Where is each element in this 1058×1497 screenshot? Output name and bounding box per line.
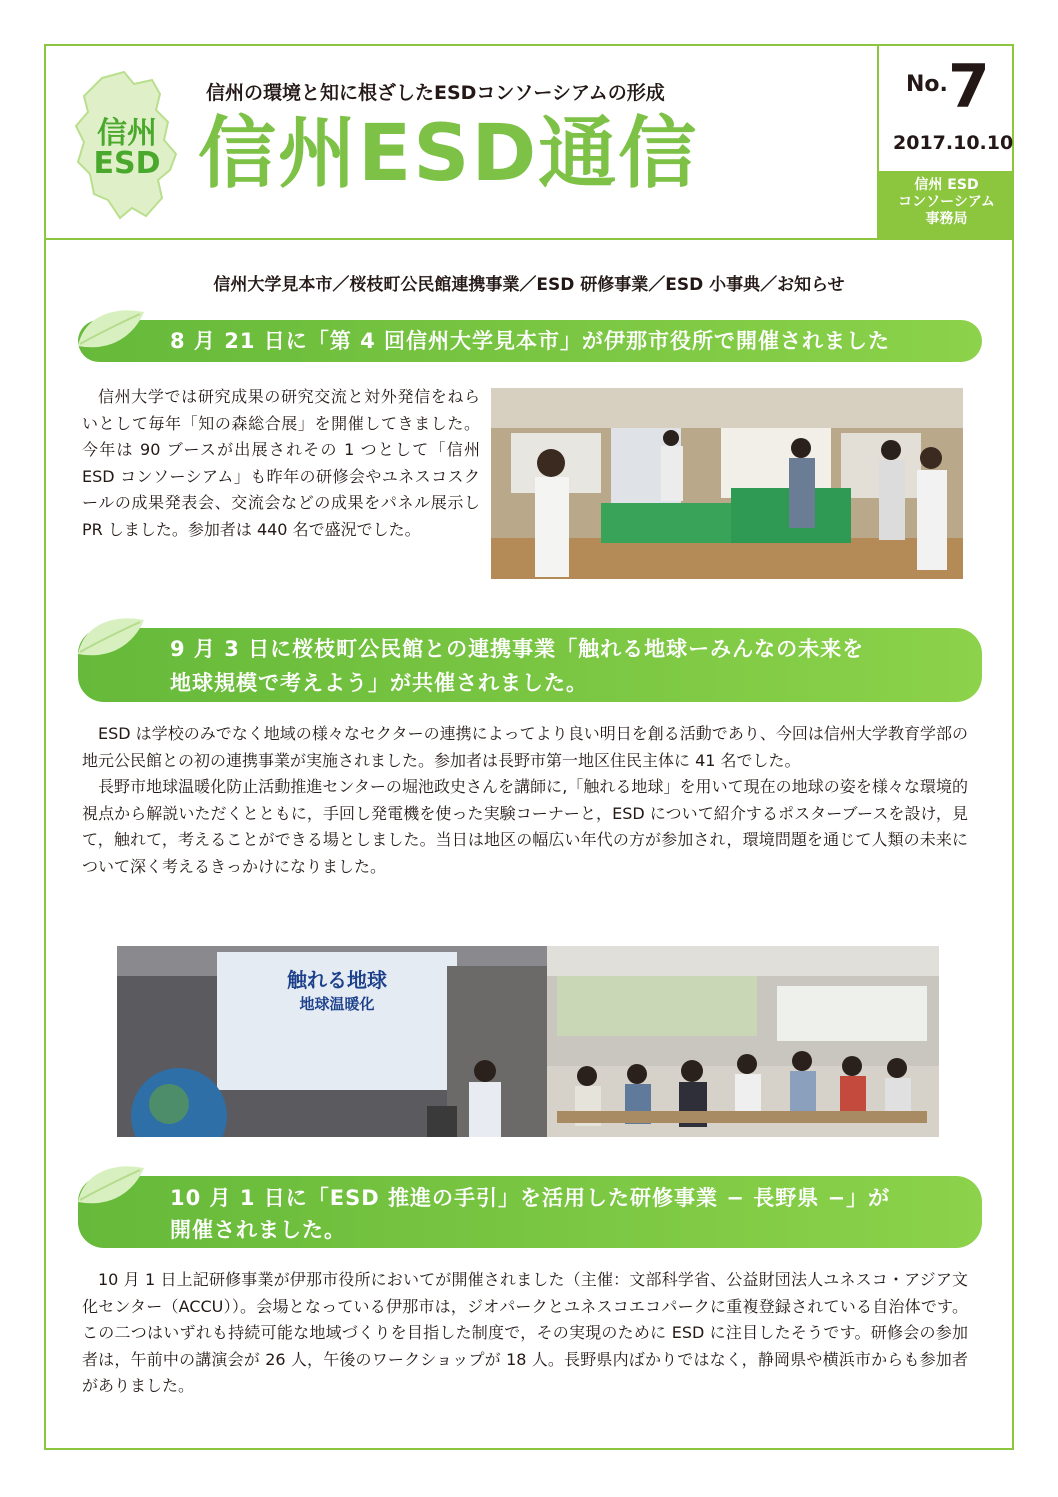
section-2-paragraph-1: ESD は学校のみでなく地域の様々なセクターの連携によってより良い明日を創る活動であり、今回は信州大学教育学部の地元公民館との初の連携事業が実施されました。参加者は長野市第一地区住民主体に 41 名でした。 — [82, 724, 968, 770]
publisher-line: 信州 ESD — [914, 177, 979, 193]
section-3-banner — [78, 1176, 982, 1248]
section-2-heading-line2: 地球規模で考えよう」が共催されました。 — [170, 671, 588, 695]
header-divider — [44, 238, 1014, 240]
leaf-icon — [74, 614, 146, 662]
leaf-icon — [74, 306, 146, 354]
screen-text-2: 地球温暖化 — [299, 995, 375, 1013]
issue-label: No. — [906, 72, 948, 97]
section-3-text — [82, 1267, 968, 1400]
publisher-badge — [879, 171, 1014, 238]
section-1-banner — [78, 320, 982, 362]
logo-text-esd: ESD — [93, 146, 161, 181]
exhibition-photo — [491, 388, 963, 579]
section-2-heading-line1: 9 月 3 日に桜枝町公民館との連携事業「触れる地球ーみんなの未来を — [170, 637, 865, 661]
section-1-text — [82, 384, 480, 544]
classroom-photo — [547, 946, 939, 1137]
issue-number: 7 — [948, 52, 990, 122]
newsletter-subtitle: 信州の環境と知に根ざしたESDコンソーシアムの形成 — [206, 82, 665, 104]
newsletter-title: 信州ESD通信 — [198, 109, 699, 199]
section-2-text — [82, 721, 968, 881]
logo-text-shinshu: 信州 — [97, 116, 157, 151]
shinshu-esd-logo — [72, 70, 182, 220]
table-of-contents: 信州大学見本市／桜枝町公民館連携事業／ESD 研修事業／ESD 小事典／お知らせ — [213, 275, 845, 295]
section-2-banner — [78, 628, 982, 702]
leaf-icon — [74, 1162, 146, 1210]
section-2-paragraph-2: 長野市地球温暖化防止活動推進センターの堀池政史さんを講師に,「触れる地球」を用いて現在の地球の姿を様々な環境的視点から解説いただくとともに，手回し発電機を使った実験コーナーと，ESD について紹介するポスターブースを設け，見て，触れて，考えることができる場としました。当日は地区の幅広い年代の方が参加され，環境問題を通じて人類の未来について深く考えるきっかけになりました。 — [82, 777, 968, 876]
section-3-heading-line2: 開催されました。 — [170, 1218, 346, 1242]
section-1-paragraph: 信州大学では研究成果の研究交流と対外発信をねらいとして毎年「知の森総合展」を開催してきました。今年は 90 ブースが出展されその 1 つとして「信州 ESD コンソーシアム」も昨年の研修会やユネスコスクールの成果発表会、交流会などの成果をパネル展示し PR しました。参加者は 440 名で盛況でした。 — [82, 387, 480, 539]
publisher-line: コンソーシアム — [898, 194, 995, 210]
screen-text-1: 触れる地球 — [287, 968, 387, 992]
issue-date: 2017.10.10 — [893, 132, 1014, 154]
section-1-heading: 8 月 21 日に「第 4 回信州大学見本市」が伊那市役所で開催されました — [170, 329, 890, 353]
section-3-paragraph: 10 月 1 日上記研修事業が伊那市役所においてが開催されました（主催：文部科学省、公益財団法人ユネスコ・アジア文化センター（ACCU））。会場となっている伊那市は，ジオパークとユネスコエコパークに重複登録されている自治体です。この二つはいずれも持続可能な地域づくりを目指した制度で，その実現のために ESD に注目したそうです。研修会の参加者は，午前中の講演会が 26 人，午後のワークショップが 18 人。長野県内ばかりではなく，静岡県や横浜市からも参加者がありました。 — [82, 1270, 968, 1396]
publisher-line: 事務局 — [925, 211, 968, 227]
lecture-photo — [117, 946, 547, 1137]
section-3-heading-line1: 10 月 1 日に「ESD 推進の手引」を活用した研修事業 − 長野県 −」が — [170, 1186, 891, 1210]
